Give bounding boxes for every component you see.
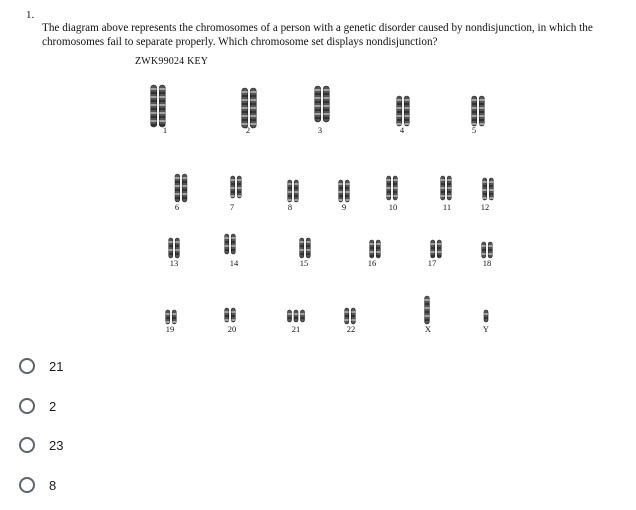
chromosome-12 bbox=[483, 178, 487, 200]
chromosome-label: 17 bbox=[427, 258, 437, 268]
chromosome-label: Y bbox=[482, 324, 490, 334]
karyotype-key-label: ZWK99024 KEY bbox=[135, 56, 209, 67]
chromosome-label: 18 bbox=[482, 258, 492, 268]
chromosome-label: 5 bbox=[471, 125, 477, 135]
chromosome-13 bbox=[169, 238, 173, 258]
chromosome-14 bbox=[225, 234, 229, 254]
chromosome-label: 19 bbox=[165, 324, 175, 334]
chromosome-label: 21 bbox=[291, 324, 301, 334]
chromosome-3 bbox=[315, 86, 321, 122]
chromosome-9 bbox=[339, 180, 343, 202]
chromosome-label: 7 bbox=[229, 202, 235, 212]
chromosome-label: 9 bbox=[341, 202, 347, 212]
chromosome-14 bbox=[231, 234, 235, 254]
chromosome-label: 2 bbox=[245, 125, 251, 135]
chromosome-7 bbox=[237, 176, 241, 198]
chromosome-15 bbox=[300, 238, 304, 258]
radio-circle-icon[interactable] bbox=[19, 398, 35, 414]
option-label: 23 bbox=[49, 437, 64, 453]
chromosome-label: 20 bbox=[227, 324, 237, 334]
chromosome-15 bbox=[306, 238, 310, 258]
chromosome-8 bbox=[288, 180, 292, 202]
chromosome-21 bbox=[294, 310, 298, 322]
chromosome-label: 8 bbox=[287, 202, 293, 212]
chromosome-21 bbox=[288, 310, 292, 322]
chromosome-17 bbox=[437, 240, 441, 258]
chromosome-7 bbox=[231, 176, 235, 198]
chromosome-16 bbox=[376, 240, 380, 258]
chromosome-label: 1 bbox=[162, 125, 168, 135]
question-number: 1. bbox=[26, 9, 35, 21]
option-label: 2 bbox=[49, 398, 57, 414]
chromosome-12 bbox=[489, 178, 493, 200]
chromosome-label: 13 bbox=[169, 258, 179, 268]
chromosome-label: 16 bbox=[367, 258, 377, 268]
option-2[interactable] bbox=[19, 396, 56, 416]
chromosome-8 bbox=[294, 180, 298, 202]
chromosome-label: 4 bbox=[399, 125, 405, 135]
chromosome-3 bbox=[323, 86, 329, 122]
chromosome-label: 12 bbox=[480, 202, 490, 212]
chromosome-16 bbox=[370, 240, 374, 258]
option-label: 21 bbox=[49, 358, 64, 374]
chromosome-label: 14 bbox=[229, 258, 239, 268]
chromosome-label: 15 bbox=[299, 258, 309, 268]
chromosome-label: 6 bbox=[174, 202, 180, 212]
chromosome-label: 10 bbox=[388, 202, 398, 212]
question-text: The diagram above represents the chromosomes of a person with a genetic disorder caused by nondisjunction, in which the chromosomes fail to separate properly. Which chromosome set displays nondisjunction? bbox=[42, 22, 593, 48]
option-label: 8 bbox=[49, 477, 57, 493]
chromosome-label: X bbox=[424, 324, 432, 334]
option-21[interactable] bbox=[19, 356, 63, 376]
chromosome-Y bbox=[484, 310, 488, 322]
option-23[interactable] bbox=[19, 435, 63, 455]
radio-circle-icon[interactable] bbox=[19, 437, 35, 453]
chromosome-label: 22 bbox=[346, 324, 356, 334]
chromosome-13 bbox=[175, 238, 179, 258]
radio-circle-icon[interactable] bbox=[19, 477, 35, 493]
chromosome-label: 3 bbox=[317, 125, 323, 135]
chromosome-9 bbox=[345, 180, 349, 202]
chromosome-17 bbox=[431, 240, 435, 258]
option-8[interactable] bbox=[19, 475, 56, 495]
chromosome-label: 11 bbox=[442, 202, 452, 212]
radio-circle-icon[interactable] bbox=[19, 358, 35, 374]
chromosome-21 bbox=[301, 310, 305, 322]
